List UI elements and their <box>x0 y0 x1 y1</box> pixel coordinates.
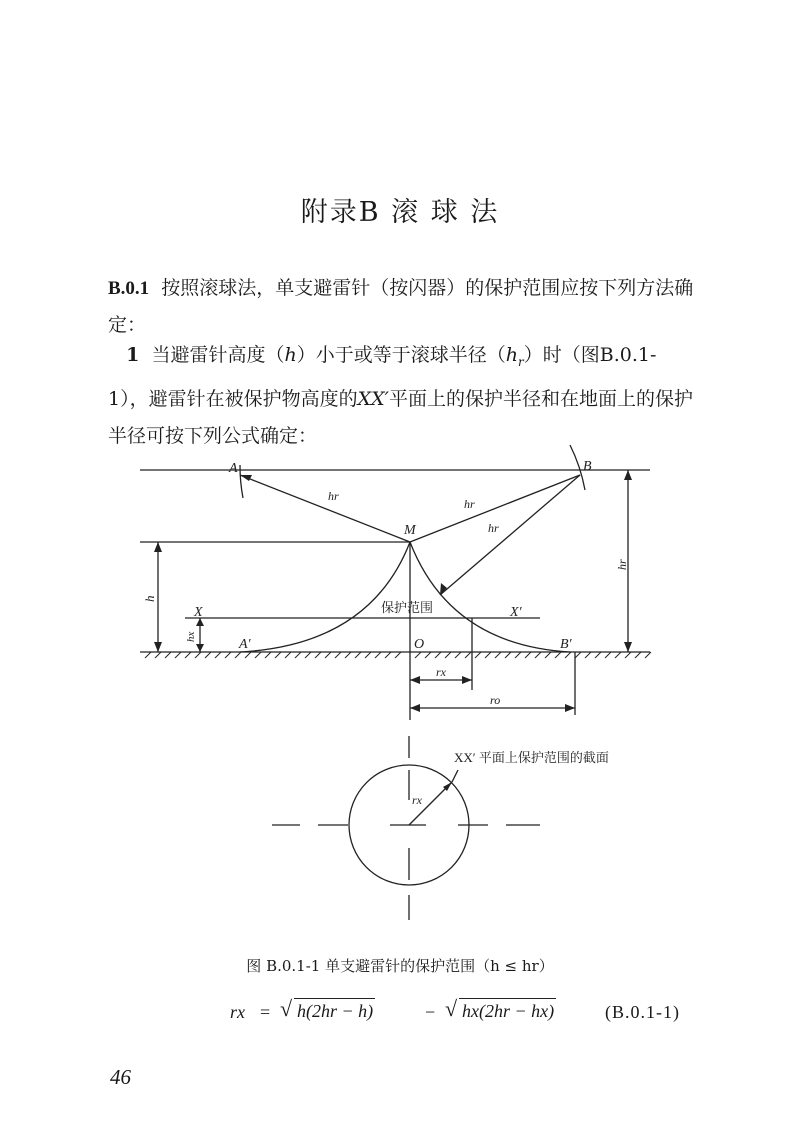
label-circle-rx: rx <box>412 793 422 807</box>
label-o: O <box>414 637 425 652</box>
formula-lhs: rx <box>230 1002 245 1022</box>
label-hx: hx <box>185 631 197 642</box>
formula-eq: = <box>260 1002 271 1022</box>
label-section-note: XX′ 平面上保护范围的截面 <box>454 750 609 765</box>
label-hr-3: hr <box>488 521 499 535</box>
label-b: B <box>583 459 592 474</box>
formula-root-2: √ hx(2hr − hx) <box>445 996 555 1021</box>
label-protect-range: 保护范围 <box>381 600 434 615</box>
item-text-mid2: ）时（图B.0.1-1），避雷针在被保护物高度的 <box>108 344 657 410</box>
label-hr-1: hr <box>328 489 339 503</box>
label-a-prime: A′ <box>239 637 251 652</box>
right-protect-curve <box>410 542 570 652</box>
rolling-sphere-figure <box>0 440 800 940</box>
item-hr: $h_r$ <box>505 344 524 369</box>
label-ro: ro <box>490 693 501 707</box>
label-rx: rx <box>436 665 446 679</box>
label-h: h <box>142 595 157 602</box>
left-protect-curve <box>240 542 410 652</box>
clause-number: B.0.1 <box>108 278 150 299</box>
label-x-prime: X′ <box>510 605 522 620</box>
page-title: 附录B 滚 球 法 <box>300 197 500 228</box>
formula-minus: − <box>425 1002 436 1022</box>
item-xx: XX′ <box>357 387 389 410</box>
item-paragraph <box>108 337 694 455</box>
label-hr-right: hr <box>615 559 629 570</box>
clause-text: 按照滚球法，单支避雷针（按闪器）的保护范围应按下列方法确定： <box>108 277 694 336</box>
line-b-curve <box>440 475 580 595</box>
formula-root-1: √ h(2hr − h) <box>280 996 374 1021</box>
formula-tag: (B.0.1-1) <box>605 1002 680 1022</box>
line-a-m <box>240 475 410 542</box>
label-x: X <box>194 605 203 620</box>
dimension-arrows <box>154 470 632 791</box>
label-hr-2: hr <box>464 497 475 511</box>
label-a: A <box>229 461 238 476</box>
label-m: M <box>404 523 416 538</box>
label-b-prime: B′ <box>560 637 572 652</box>
item-number: 1 <box>126 344 140 366</box>
section-leader <box>452 770 458 782</box>
formula-b-0-1-1 <box>230 998 710 1034</box>
item-text-before: 当避雷针高度（ <box>151 344 285 366</box>
item-text-after: 平面上的保护半径和在地面上的保护半径可按下列公式确定： <box>108 387 693 447</box>
figure-caption: 图 B.0.1-1 单支避雷针的保护范围（h ≤ hr） <box>246 957 554 975</box>
item-h: h <box>284 344 297 366</box>
page-number: 46 <box>110 1065 131 1089</box>
item-text-mid: ）小于或等于滚球半径（ <box>296 344 506 366</box>
clause-paragraph <box>108 270 694 344</box>
